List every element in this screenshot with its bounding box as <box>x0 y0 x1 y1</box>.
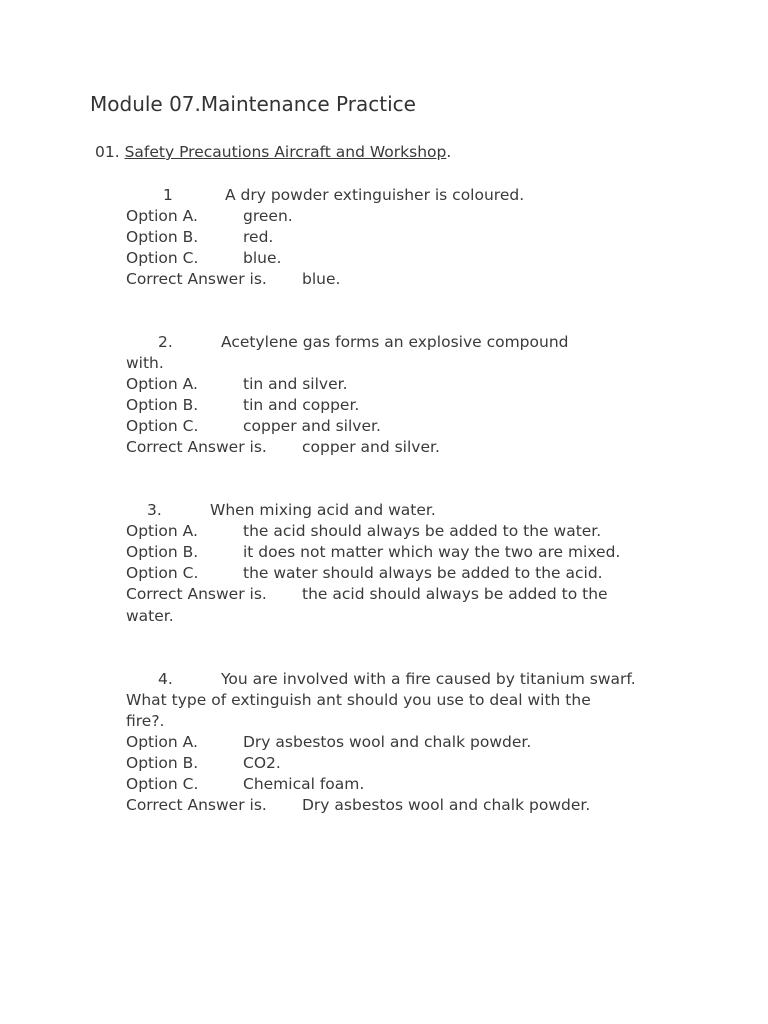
question-number: 3. <box>147 501 162 519</box>
section-trail: . <box>446 143 452 161</box>
question-text-continued: with. <box>126 354 164 372</box>
section-title: Safety Precautions Aircraft and Workshop <box>124 143 447 161</box>
question-number: 4. <box>158 670 173 688</box>
section-number: 01. <box>95 143 120 161</box>
section-heading <box>95 143 451 161</box>
correct-answer-continued: water. <box>126 607 174 625</box>
question-text: You are involved with a fire caused by titanium swarf. <box>221 670 636 688</box>
question-number: 2. <box>158 333 173 351</box>
question-text: When mixing acid and water. <box>210 501 436 519</box>
question-text: Acetylene gas forms an explosive compound <box>221 333 569 351</box>
question-text: A dry powder extinguisher is coloured. <box>225 186 525 204</box>
question-text-continued: What type of extinguish ant should you use to deal with the <box>126 691 591 709</box>
question-text-continued: fire?. <box>126 712 165 730</box>
page-title: Module 07.Maintenance Practice <box>90 92 416 116</box>
question-number: 1 <box>163 186 173 204</box>
